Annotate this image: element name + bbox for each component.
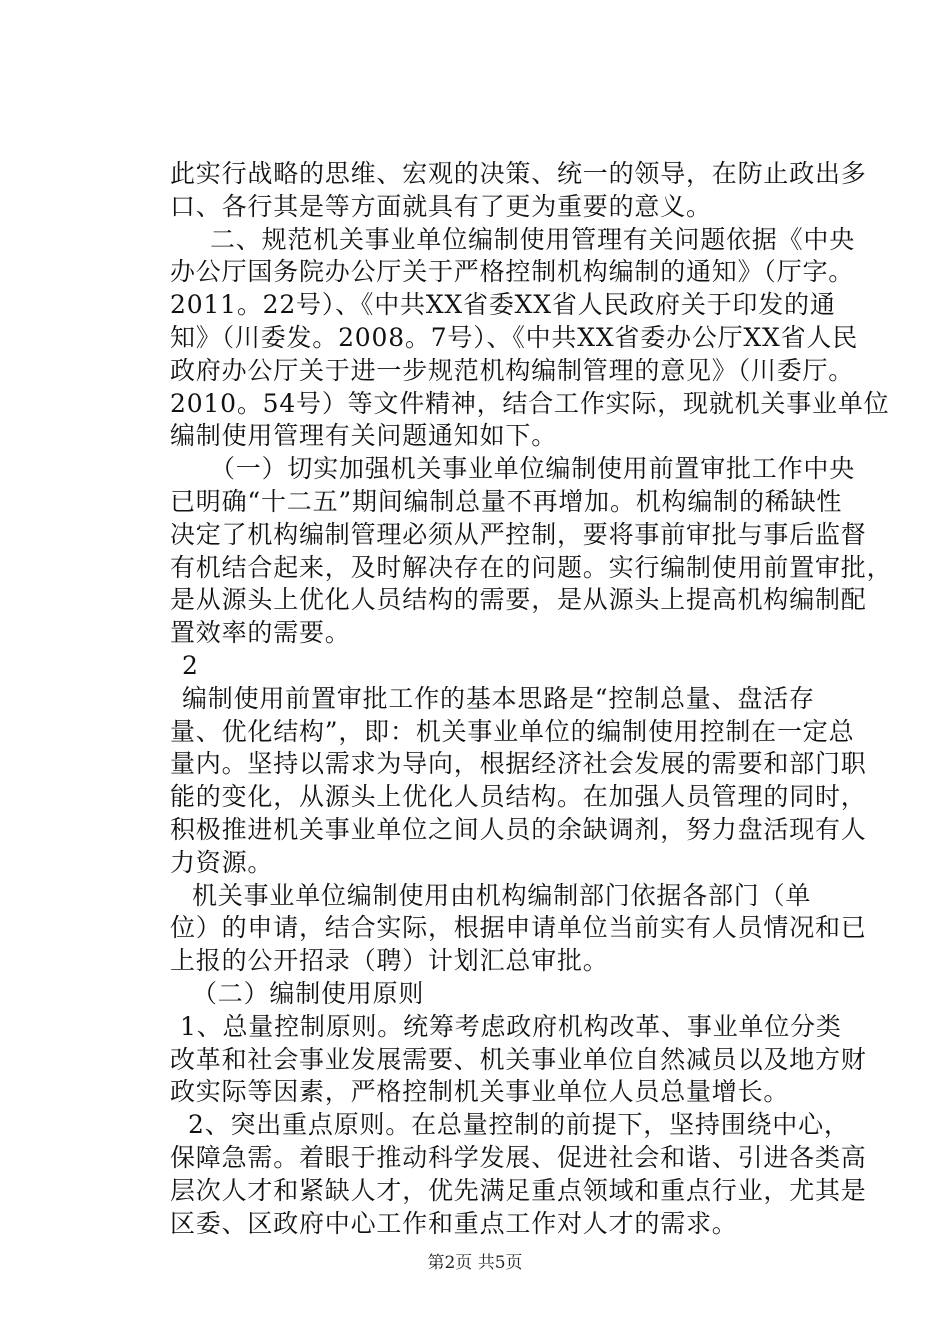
text-line: 1、总量控制原则。统筹考虑政府机构改革、事业单位分类 [180, 1011, 842, 1041]
text-line: 位）的申请，结合实际，根据申请单位当前实有人员情况和已 [170, 913, 867, 943]
text-line: 决定了机构编制管理必须从严控制，要将事前审批与事后监督 [170, 519, 867, 549]
text-line: 力资源。 [170, 847, 274, 877]
inline-page-number: 2 [182, 650, 199, 680]
text-line: 量、优化结构”，即：机关事业单位的编制使用控制在一定总 [170, 716, 855, 746]
text-line: 此实行战略的思维、宏观的决策、统一的领导，在防止政出多 [170, 159, 867, 188]
text-line: 有机结合起来，及时解决存在的问题。实行编制使用前置审批， [170, 552, 893, 582]
text-line: 政实际等因素，严格控制机关事业单位人员总量增长。 [170, 1077, 790, 1107]
text-line: 口、各行其是等方面就具有了更为重要的意义。 [170, 191, 712, 221]
page-footer: 第2页 共5页 [427, 1253, 523, 1273]
text-line: 改革和社会事业发展需要、机关事业单位自然减员以及地方财 [170, 1044, 867, 1074]
text-line: 编制使用管理有关问题通知如下。 [170, 421, 558, 451]
text-line: 能的变化，从源头上优化人员结构。在加强人员管理的同时， [170, 782, 867, 812]
text-line: 2011。22号）、《中共XX省委XX省人民政府关于印发的通 [170, 290, 836, 320]
text-line: 积极推进机关事业单位之间人员的余缺调剂，努力盘活现有人 [170, 814, 867, 844]
text-line: 2010。54号）等文件精神，结合工作实际，现就机关事业单位 [170, 388, 890, 418]
text-line: 已明确“十二五”期间编制总量不再增加。机构编制的稀缺性 [170, 486, 843, 516]
subsection-heading-line: （一）切实加强机关事业单位编制使用前置审批工作中央 [210, 454, 856, 484]
text-line: 知》（川委发。2008。7号）、《中共XX省委办公厅XX省人民 [170, 322, 859, 352]
text-line: 是从源头上优化人员结构的需要，是从源头上提高机构编制配 [170, 585, 867, 615]
document-body [170, 158, 893, 1240]
text-line: 保障急需。着眼于推动科学发展、促进社会和谐、引进各类高 [170, 1142, 867, 1172]
text-line: 层次人才和紧缺人才，优先满足重点领域和重点行业，尤其是 [170, 1175, 867, 1205]
text-line: 政府办公厅关于进一步规范机构编制管理的意见》（川委厅。 [170, 355, 855, 385]
text-line: 量内。坚持以需求为导向，根据经济社会发展的需要和部门职 [170, 749, 867, 779]
section-heading-line: 二、规范机关事业单位编制使用管理有关问题依据《中央 [210, 224, 856, 254]
text-line: 上报的公开招录（聘）计划汇总审批。 [170, 946, 609, 976]
text-line: 区委、区政府中心工作和重点工作对人才的需求。 [170, 1208, 738, 1238]
text-line: 办公厅国务院办公厅关于严格控制机构编制的通知》（厅字。 [170, 257, 855, 287]
text-line: 2、突出重点原则。在总量控制的前提下，坚持围绕中心， [188, 1110, 850, 1140]
text-line: 机关事业单位编制使用由机构编制部门依据各部门（单 [192, 880, 812, 910]
subsection-heading-line: （二）编制使用原则 [192, 978, 425, 1008]
text-line: 编制使用前置审批工作的基本思路是“控制总量、盘活存 [182, 683, 815, 713]
text-line: 置效率的需要。 [170, 618, 351, 648]
